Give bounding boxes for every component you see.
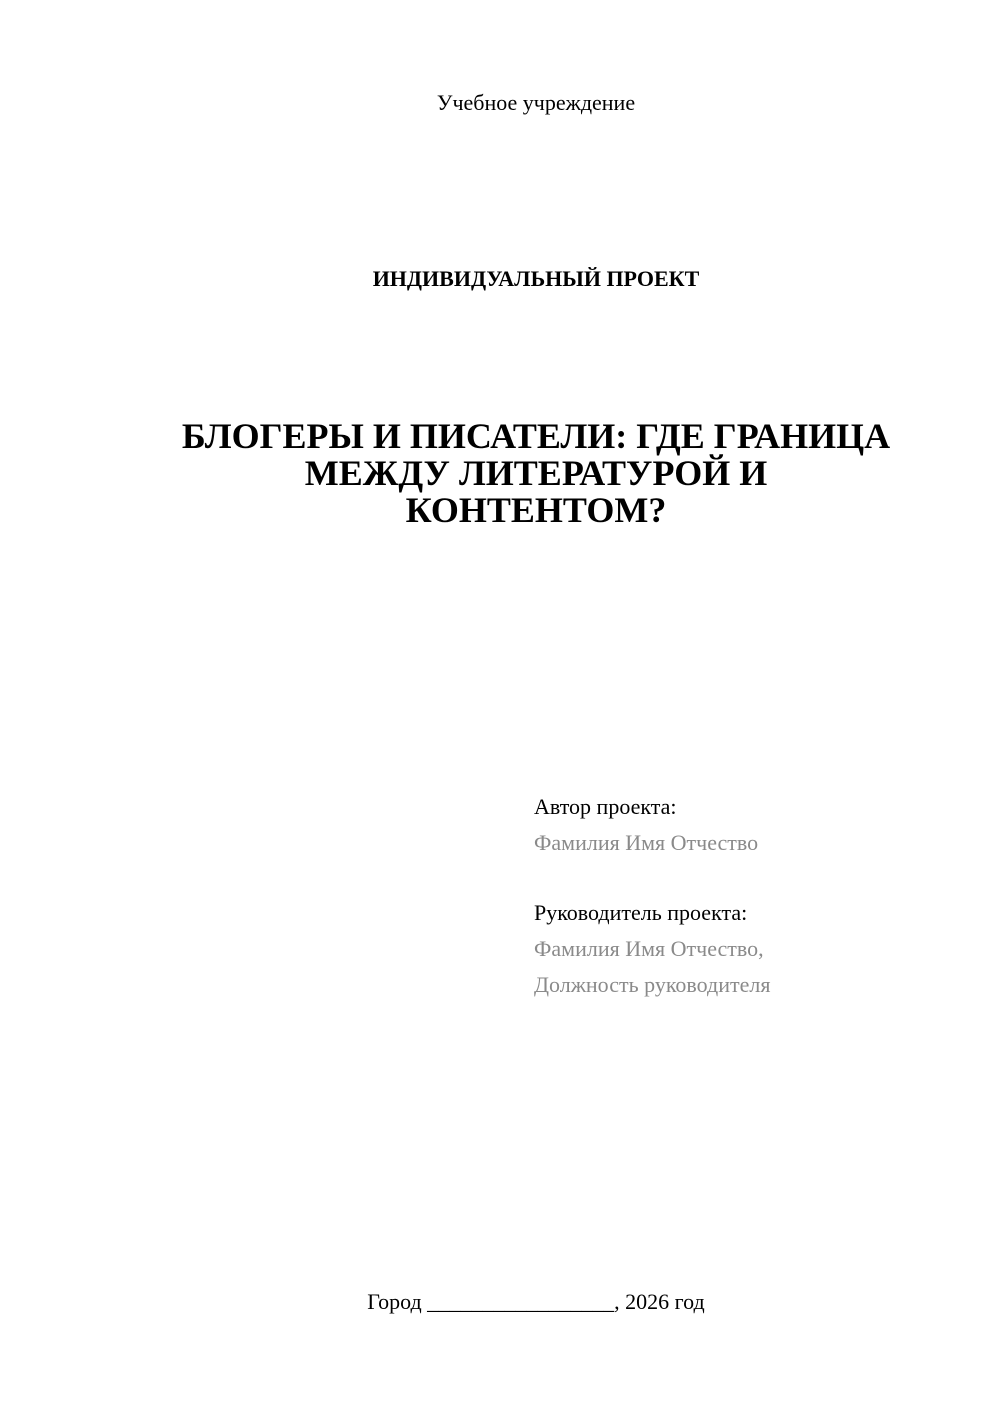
author-label: Автор проекта: bbox=[534, 794, 677, 819]
project-title-line: БЛОГЕРЫ И ПИСАТЕЛИ: ГДЕ ГРАНИЦА bbox=[181, 416, 891, 456]
author-name: Фамилия Имя Отчество bbox=[534, 830, 759, 855]
city-year-line: Город _________________, 2026 год bbox=[367, 1289, 705, 1314]
supervisor-name: Фамилия Имя Отчество, bbox=[534, 936, 764, 961]
supervisor-label: Руководитель проекта: bbox=[534, 900, 748, 925]
project-title-line: МЕЖДУ ЛИТЕРАТУРОЙ И bbox=[304, 453, 768, 493]
project-type-heading: ИНДИВИДУАЛЬНЫЙ ПРОЕКТ bbox=[372, 266, 700, 291]
project-title-line: КОНТЕНТОМ? bbox=[405, 490, 667, 530]
project-title bbox=[130, 418, 942, 529]
credits-spacer bbox=[534, 861, 770, 895]
institution-name: Учебное учреждение bbox=[436, 90, 636, 115]
supervisor-position: Должность руководителя bbox=[534, 972, 771, 997]
project-credits bbox=[534, 789, 770, 1003]
